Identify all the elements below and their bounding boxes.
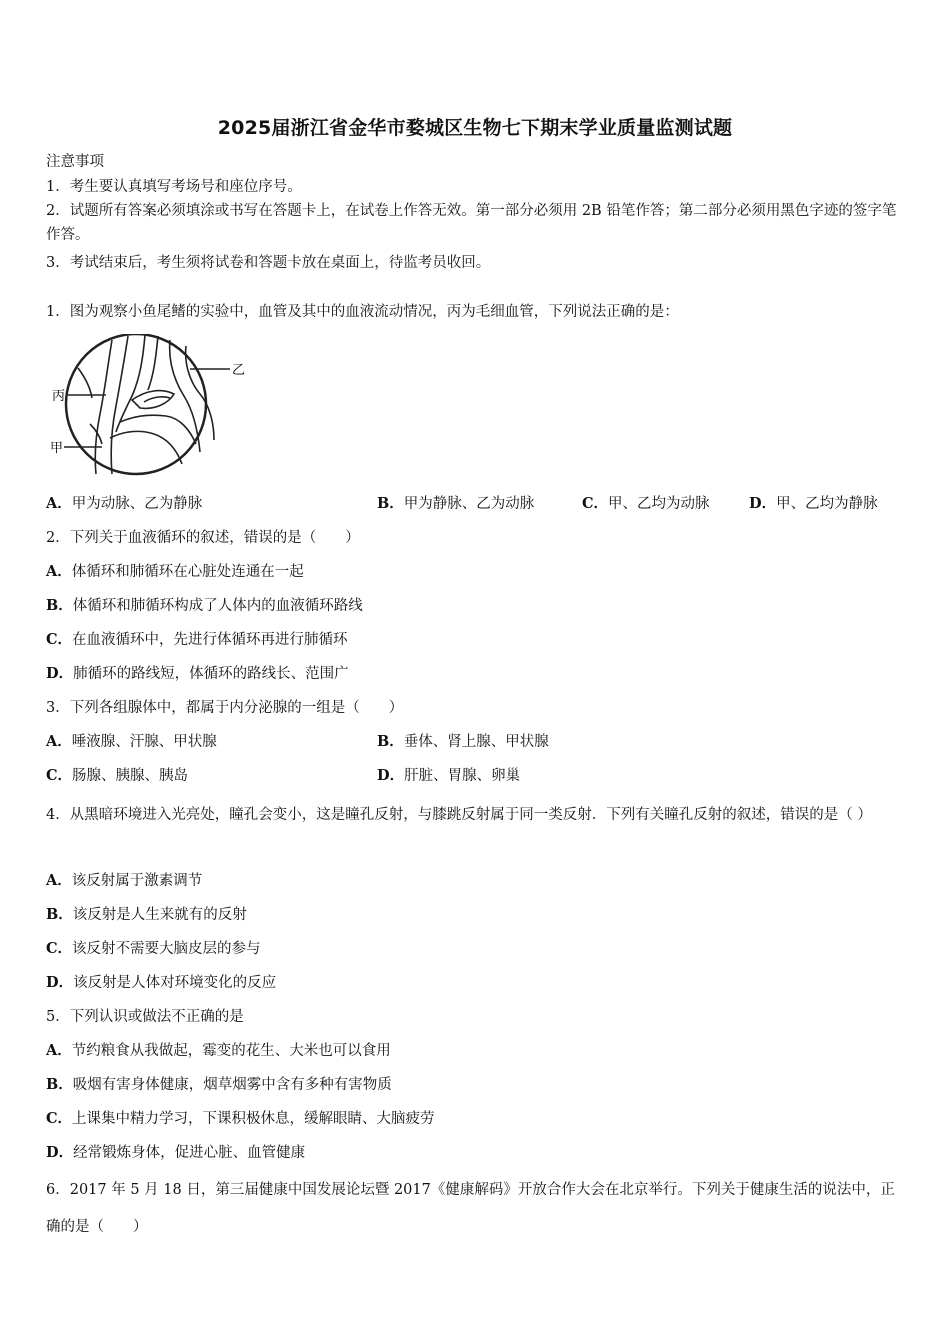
option: D．肺循环的路线短，体循环的路线长、范围广 — [46, 665, 349, 682]
option: A．体循环和肺循环在心脏处连通在一起 — [46, 563, 304, 580]
option: C．上课集中精力学习，下课积极休息，缓解眼睛、大脑疲劳 — [46, 1110, 435, 1127]
option: B．该反射是人生来就有的反射 — [46, 906, 247, 923]
question-stem: 2．下列关于血液循环的叙述，错误的是（ ） — [46, 530, 360, 546]
notice-item: 3．考试结束后，考生须将试卷和答题卡放在桌面上，待监考员收回。 — [46, 255, 491, 271]
option: B．甲为静脉、乙为动脉 — [377, 495, 535, 512]
option: C．在血液循环中，先进行体循环再进行肺循环 — [46, 631, 348, 648]
question-stem: 1．图为观察小鱼尾鳍的实验中，血管及其中的血液流动情况，丙为毛细血管，下列说法正确的是： — [46, 304, 679, 320]
option: B．体循环和肺循环构成了人体内的血液循环路线 — [46, 597, 363, 614]
figure-label-jia: 甲 — [50, 441, 64, 456]
option: D．甲、乙均为静脉 — [749, 495, 878, 512]
option: A．甲为动脉、乙为静脉 — [46, 495, 203, 512]
notice-item: 2．试题所有答案必须填涂或书写在答题卡上，在试卷上作答无效。第一部分必须用 2B 铅笔作答；第二部分必须用黑色字迹的签字笔作答。 — [46, 203, 897, 243]
notice-item: 1．考生要认真填写考场号和座位序号。 — [46, 179, 302, 195]
option: D．该反射是人体对环境变化的反应 — [46, 974, 277, 991]
fish-tail-blood-vessel-figure — [50, 334, 250, 484]
figure-label-yi: 乙 — [232, 363, 246, 378]
figure-label-bing: 丙 — [52, 389, 66, 404]
question-stem: 6．2017 年 5 月 18 日，第三届健康中国发展论坛暨 2017《健康解码》开放合作大会在北京举行。下列关于健康生活的说法中，正确的是（ ） — [46, 1182, 895, 1235]
option: D．经常锻炼身体，促进心脏、血管健康 — [46, 1144, 306, 1161]
notice-heading: 注意事项 — [46, 154, 104, 170]
option: B．垂体、肾上腺、甲状腺 — [377, 733, 549, 750]
option: D．肝脏、胃腺、卵巢 — [377, 767, 521, 784]
question-stem: 5．下列认识或做法不正确的是 — [46, 1009, 244, 1025]
page-title: 2025届浙江省金华市婺城区生物七下期末学业质量监测试题 — [217, 117, 733, 139]
option: B．吸烟有害身体健康，烟草烟雾中含有多种有害物质 — [46, 1076, 392, 1093]
question-stem: 3．下列各组腺体中，都属于内分泌腺的一组是（ ） — [46, 700, 404, 716]
question-stem: 4．从黑暗环境进入光亮处，瞳孔会变小，这是瞳孔反射，与膝跳反射属于同一类反射．下列有关瞳孔反射的叙述，错误的是（ ） — [46, 807, 872, 823]
option: A．唾液腺、汗腺、甲状腺 — [46, 733, 217, 750]
option: A．该反射属于激素调节 — [46, 872, 203, 889]
option: A．节约粮食从我做起，霉变的花生、大米也可以食用 — [46, 1042, 391, 1059]
option: C．该反射不需要大脑皮层的参与 — [46, 940, 261, 957]
option: C．肠腺、胰腺、胰岛 — [46, 767, 189, 784]
option: C．甲、乙均为动脉 — [582, 495, 710, 512]
